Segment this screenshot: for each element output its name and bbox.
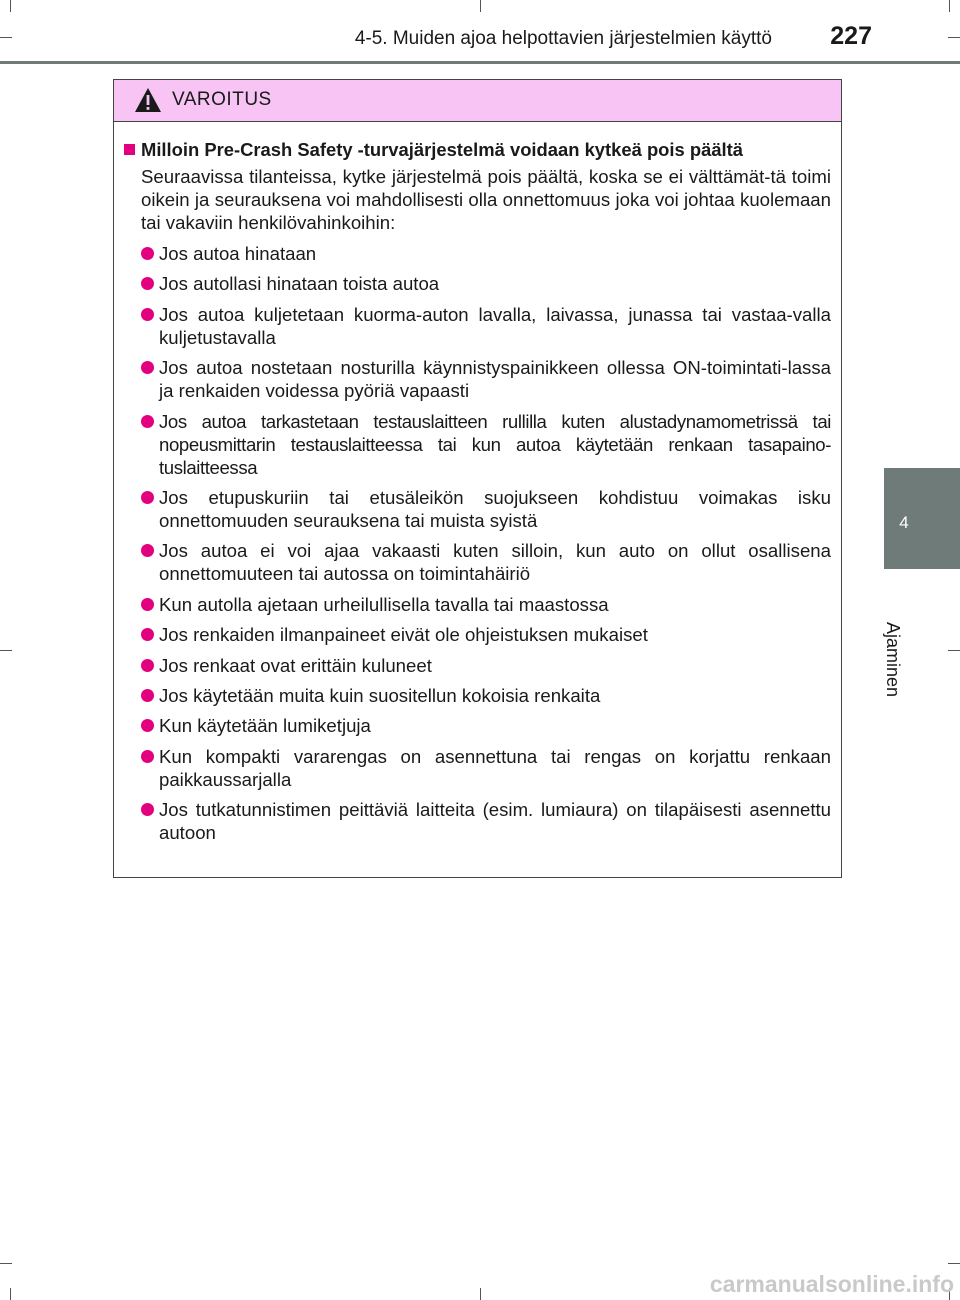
warning-triangle-icon [134,87,162,113]
running-header-title: 4-5. Muiden ajoa helpottavien järjestelmien käyttö [354,28,772,49]
page-number: 227 [830,22,872,50]
list-item [141,745,831,791]
bullet-dot-icon [141,491,154,504]
bullet-dot-icon [141,719,154,732]
crop-mark [0,37,12,38]
crop-mark [948,1263,960,1264]
list-item-text: Jos autoa nostetaan nosturilla käynnistyspainikkeen ollessa ON-toimintati-lassa ja renkaiden voidessa pyöriä vapaasti [159,357,831,402]
list-item-text: Jos etupuskuriin tai etusäleikön suojukseen kohdistuu voimakas isku onnettomuuden seurauksena tai muista syistä [159,486,831,531]
crop-mark [949,0,950,12]
bullet-dot-icon [141,361,154,374]
list-item [141,623,831,646]
chapter-label: Ajaminen [883,622,903,698]
list-item [141,356,831,402]
list-item-text: Jos autoa ei voi ajaa vakaasti kuten silloin, kun auto on ollut osallisena onnettomuuteen tai autossa on toimintahäiriö [159,540,831,585]
intro-paragraph: Seuraavissa tilanteissa, kytke järjestelmä pois päältä, koska se ei välttämät-tä toimi oikein ja seurauksena voi mahdollisesti olla onnettomuus joka voi johtaa kuolemaan tai vakaviin henkilövahinkoihin: [141,166,831,233]
list-item-text: Jos käytetään muita kuin suositellun kokoisia renkaita [159,684,601,706]
list-item-text: Jos autoa hinataan [159,243,317,264]
list-item [141,242,831,265]
warning-header [114,80,841,122]
site-watermark: carmanualsonline.info [709,1271,954,1297]
bullet-dot-icon [141,689,154,702]
crop-mark [948,37,960,38]
list-item [141,486,831,532]
bullet-dot-icon [141,803,154,816]
list-item [141,272,831,295]
crop-mark [10,0,11,12]
crop-mark [948,650,960,651]
bullet-dot-icon [141,659,154,672]
bullet-dot-icon [141,415,154,428]
bullet-dot-icon [141,628,154,641]
list-item-text: Jos autollasi hinataan toista autoa [159,273,440,295]
list-item-text: Jos renkaat ovat erittäin kuluneet [159,654,432,676]
bullet-dot-icon [141,308,154,321]
list-item [141,798,831,844]
list-item-text: Jos autoa kuljetetaan kuorma-auton lavalla, laivassa, junassa tai vastaa-valla kuljetustavalla [159,303,831,348]
list-item-text: Kun autolla ajetaan urheilullisella tavalla tai maastossa [159,593,609,615]
crop-mark [0,650,12,651]
square-bullet-icon [124,144,135,155]
header-rule [0,61,960,64]
list-item-text: Kun kompakti vararengas on asennettuna tai rengas on korjattu renkaan paikkaussarjalla [159,745,831,790]
list-item [141,654,831,677]
crop-mark [0,1263,12,1264]
bullet-dot-icon [141,247,154,260]
chapter-tab-number: 4 [899,513,909,532]
crop-mark [480,1288,481,1300]
list-item [141,303,831,349]
list-item-text: Kun käytetään lumiketjuja [159,715,371,737]
list-item [141,593,831,616]
warning-body [114,122,841,844]
condition-list [124,242,831,844]
warning-box [113,79,842,878]
list-item [141,410,831,479]
list-item-text: Jos tutkatunnistimen peittäviä laitteita (esim. lumiaura) on tilapäisesti asennettu autoon [159,799,831,844]
bullet-dot-icon [141,544,154,557]
bullet-dot-icon [141,598,154,611]
list-item [141,684,831,707]
bullet-dot-icon [141,277,154,290]
crop-mark [480,0,481,12]
section-heading [124,138,831,161]
list-item [141,539,831,585]
crop-mark [10,1288,11,1300]
warning-title: VAROITUS [172,89,272,110]
section-heading-text: Milloin Pre-Crash Safety -turvajärjestelmä voidaan kytkeä pois päältä [141,139,744,160]
list-item-text: Jos autoa tarkastetaan testauslaitteen rullilla kuten alustadynamometrissä tai nopeusmittarin testauslaitteessa tai kun autoa käytetään renkaan tasapaino-tuslaitteessa [159,410,831,478]
bullet-dot-icon [141,750,154,763]
list-item [141,714,831,737]
list-item-text: Jos renkaiden ilmanpaineet eivät ole ohjeistuksen mukaiset [159,624,648,646]
